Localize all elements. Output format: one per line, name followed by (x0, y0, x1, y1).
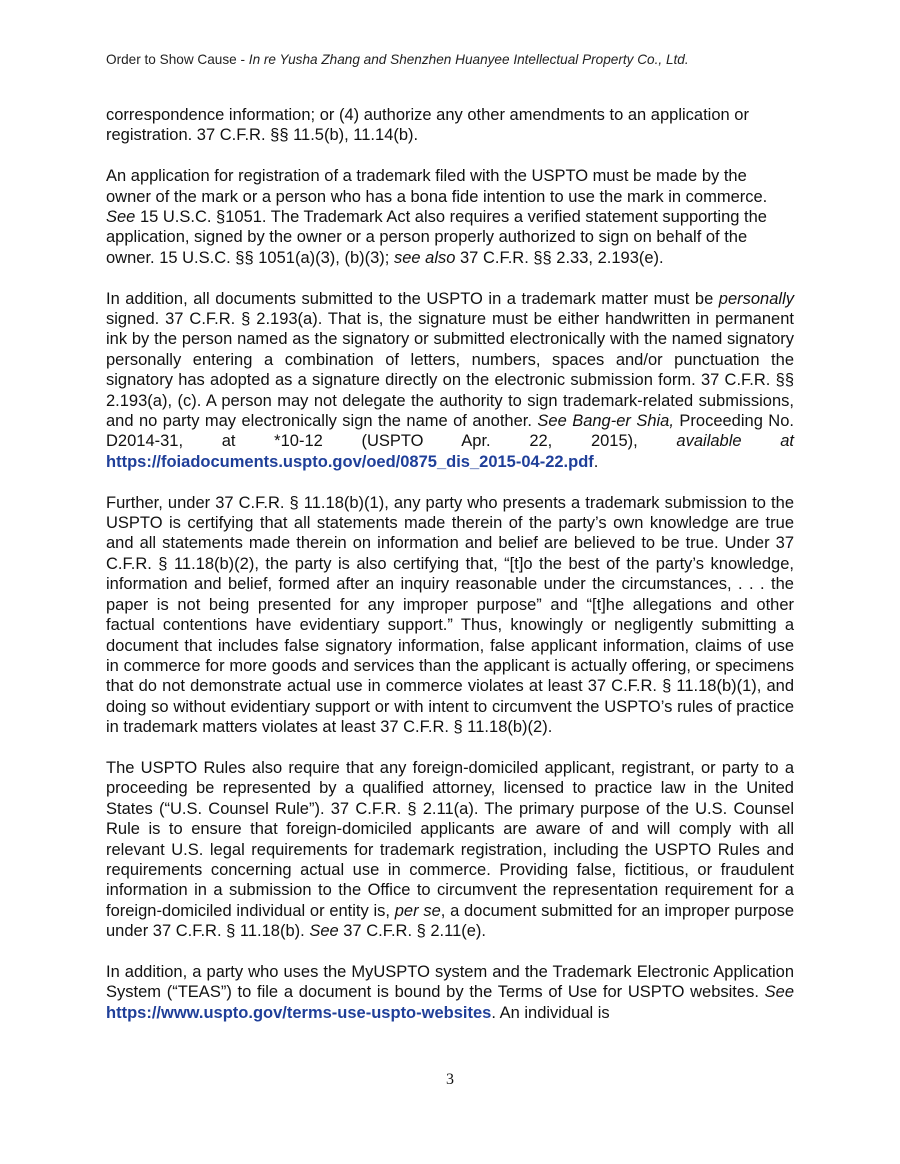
paragraph-5-text-3: 37 C.F.R. § 2.11(e). (338, 922, 487, 941)
paragraph-4-text: Further, under 37 C.F.R. § 11.18(b)(1), any party who presents a trademark submission to the USPTO is certifying that all statements made therein of the party’s own knowledge are true and all statements made therein on information and belief are believed to be true. Under 37 C.F.R. § 11.18(b)(2), the party is also certifying that, “[t]o the best of the party’s knowledge, information and belief, formed after an inquiry reasonable under the circumstances, . . . the paper is not being presented for any improper purpose” and “[t]he allegations and other factual contentions have evidentiary support.” Thus, knowingly or negligently submitting a document that includes false signatory information, false applicant information, claims of use in commerce for more goods and services than the applicant is actually offering, or specimens that do not demonstrate actual use in commerce violates at least 37 C.F.R. § 11.18(b)(1), and doing so without evidentiary support or with intent to circumvent the USPTO’s rules of practice in trademark matters violates at least 37 C.F.R. § 11.18(b)(2). (106, 493, 794, 737)
paragraph-2-text-2: 15 U.S.C. §1051. The Trademark Act also requires a verified statement supporting the application, signed by the owner or a person properly authorized to sign on behalf of the owner. 15 U.S.C. §§ 1051(a)(3), (b)(3); (106, 208, 767, 267)
paragraph-2 (106, 166, 794, 268)
paragraph-3-text-3: Proceeding No. D2014-31, at *10-12 (USPTO Apr. 22, 2015), (106, 412, 794, 451)
paragraph-4 (106, 493, 794, 738)
paragraph-3-text-5: . (593, 452, 599, 471)
paragraph-6-text-1: In addition, a party who uses the MyUSPTO system and the Trademark Electronic Application System (“TEAS”) to file a document is bound by the Terms of Use for USPTO websites. (106, 962, 794, 1002)
paragraph-3 (106, 289, 794, 473)
citation-signal-see: See (106, 208, 136, 227)
paragraph-2-text-1: An application for registration of a trademark filed with the USPTO must be made by the owner of the mark or a person who has a bona fide intention to use the mark in commerce. (106, 167, 768, 206)
citation-available-at: available at (676, 432, 794, 451)
citation-signal-see-2: See (309, 922, 339, 941)
terms-of-use-link[interactable]: https://www.uspto.gov/terms-use-uspto-websites (106, 1003, 492, 1022)
emphasis-per-se: per se (394, 901, 441, 920)
paragraph-1-text: correspondence information; or (4) authorize any other amendments to an application or registration. 37 C.F.R. §§ 11.5(b), 11.14(b). (106, 106, 749, 145)
emphasis-personally: personally (718, 289, 794, 308)
document-body (106, 105, 794, 1023)
page-number: 3 (446, 1071, 454, 1088)
paragraph-2-text-3: 37 C.F.R. §§ 2.33, 2.193(e). (455, 248, 664, 267)
paragraph-6 (106, 962, 794, 1023)
running-header (106, 52, 806, 67)
paragraph-6-text-3: . An individual is (491, 1003, 610, 1022)
foia-document-link[interactable]: https://foiadocuments.uspto.gov/oed/0875_dis_2015-04-22.pdf (106, 452, 594, 471)
paragraph-5-text-2: , a document submitted for an improper purpose under 37 C.F.R. § 11.18(b). (106, 901, 794, 941)
paragraph-3-text-2: signed. 37 C.F.R. § 2.193(a). That is, the signature must be either handwritten in permanent ink by the person named as the signatory or submitted electronically with the named signatory personally entering a combination of letters, numbers, spaces and/or punctuation the signatory has adopted as a signature directly on the electronic submission form. 37 C.F.R. §§ 2.193(a), (c). A person may not delegate the authority to sign trademark-related submissions, and no party may electronically sign the name of another. (106, 310, 794, 431)
citation-signal-see-3: See (764, 983, 794, 1002)
paragraph-3-text-1: In addition, all documents submitted to the USPTO in a trademark matter must be (106, 289, 719, 308)
paragraph-5-text-1: The USPTO Rules also require that any foreign-domiciled applicant, registrant, or party to a proceeding be represented by a qualified attorney, licensed to practice law in the United States (“U.S. Counsel Rule”). 37 C.F.R. § 2.11(a). The primary purpose of the U.S. Counsel Rule is to ensure that foreign-domiciled applicants are aware of and will comply with all relevant U.S. legal requirements for trademark registration, including the USPTO Rules and requirements concerning actual use in commerce. Providing false, fictitious, or fraudulent information in a submission to the Office to circumvent the representation requirement for a foreign-domiciled individual or entity is, (106, 758, 794, 920)
header-prefix: Order to Show Cause - (106, 52, 249, 67)
citation-case-name: See Bang-er Shia, (537, 412, 674, 431)
citation-signal-see-also: see also (393, 248, 456, 267)
paragraph-1 (106, 105, 794, 146)
paragraph-5 (106, 758, 794, 942)
header-case-name: In re Yusha Zhang and Shenzhen Huanyee Intellectual Property Co., Ltd. (248, 52, 689, 67)
